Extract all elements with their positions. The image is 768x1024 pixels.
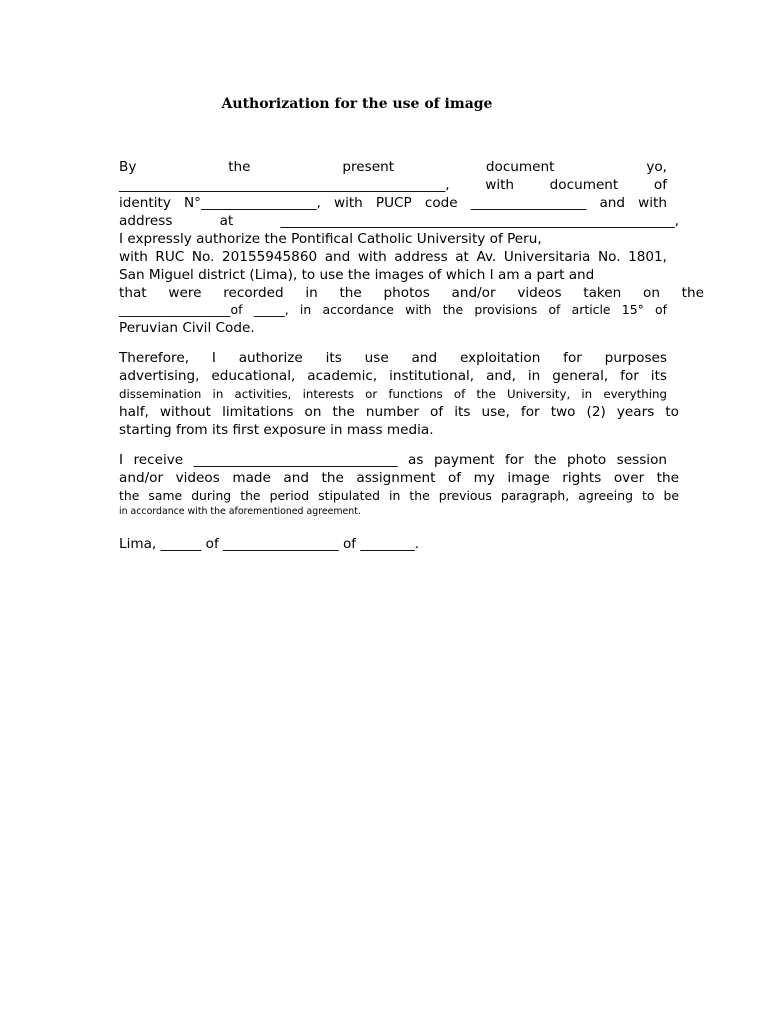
paragraph-1-line-9: __________________of _____, in accordance with the provisions of article 15° of [119, 302, 667, 317]
paragraph-3-line-1: I receive ______________________________ as payment for the photo session [119, 452, 667, 468]
paragraph-1-line-2: ________________________________________________, with document of [119, 177, 667, 193]
paragraph-1-line-1: By the present document yo, [119, 159, 667, 175]
date-line: Lima, ______ of _________________ of ________. [119, 536, 420, 552]
paragraph-3-line-3: the same during the period stipulated in the previous paragraph, agreeing to be [119, 488, 679, 503]
paragraph-1-line-6: with RUC No. 20155945860 and with address at Av. Universitaria No. 1801, [119, 249, 667, 265]
paragraph-1-line-5: I expressly authorize the Pontifical Catholic University of Peru, [119, 231, 542, 247]
paragraph-2-line-5: starting from its first exposure in mass media. [119, 422, 434, 438]
document-title: Authorization for the use of image [221, 96, 493, 112]
paragraph-2-line-3: dissemination in activities, interests or functions of the University, in everything [119, 387, 667, 401]
paragraph-1-line-3: identity N°_________________, with PUCP code _________________ and with [119, 195, 667, 211]
paragraph-1-line-7: San Miguel district (Lima), to use the images of which I am a part and [119, 267, 595, 283]
paragraph-2-line-4: half, without limitations on the number of its use, for two (2) years to [119, 404, 679, 420]
paragraph-1-line-4: address at __________________________________________________________, [119, 213, 679, 229]
paragraph-3-line-4: in accordance with the aforementioned agreement. [119, 506, 361, 517]
paragraph-2-line-2: advertising, educational, academic, institutional, and, in general, for its [119, 368, 667, 384]
paragraph-3-line-2: and/or videos made and the assignment of my image rights over the [119, 470, 679, 486]
paragraph-2-line-1: Therefore, I authorize its use and exploitation for purposes [119, 350, 667, 366]
paragraph-1-line-8: that were recorded in the photos and/or videos taken on the [119, 285, 704, 301]
paragraph-1-line-10: Peruvian Civil Code. [119, 320, 255, 336]
